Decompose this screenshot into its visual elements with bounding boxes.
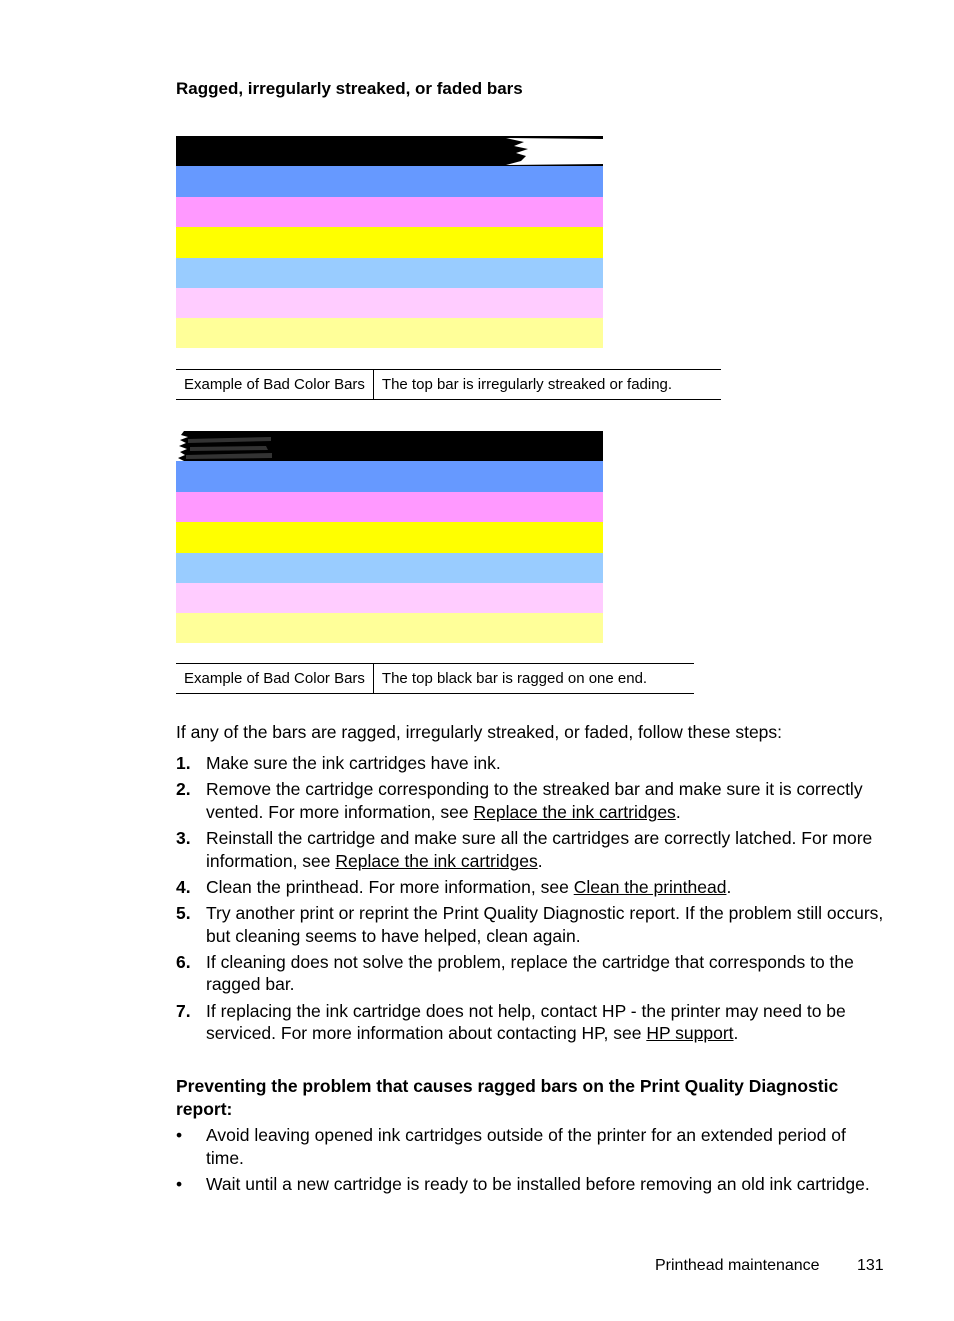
- black-bar: [176, 431, 603, 462]
- step-text: If cleaning does not solve the problem, replace the cartridge that corresponds to the ragged bar.: [206, 951, 854, 995]
- step-item: [176, 752, 886, 775]
- footer-section-name: Printhead maintenance: [655, 1257, 820, 1274]
- list-item: • Wait until a new cartridge is ready to be installed before removing an old ink cartridge.: [176, 1174, 870, 1194]
- clean-printhead-link[interactable]: Clean the printhead: [573, 876, 727, 897]
- step-number: 3.: [176, 828, 191, 849]
- step-item: [176, 827, 886, 872]
- replace-ink-cartridges-link[interactable]: Replace the ink cartridges: [473, 801, 676, 822]
- caption-description: The top black bar is ragged on one end.: [381, 670, 648, 687]
- yellow-bar: [176, 522, 603, 553]
- step-number: 7.: [176, 1000, 191, 1021]
- step-item: [176, 951, 886, 996]
- step-number: 1.: [176, 753, 191, 773]
- light-magenta-bar: [176, 583, 603, 614]
- light-magenta-bar: [176, 288, 603, 319]
- step-item: [176, 902, 886, 947]
- bullet-icon: •: [176, 1174, 183, 1194]
- step-item: [176, 876, 886, 899]
- caption-label: Example of Bad Color Bars: [176, 370, 374, 399]
- light-yellow-bar: [176, 613, 603, 643]
- yellow-bar: [176, 227, 603, 258]
- step-text: Try another print or reprint the Print Quality Diagnostic report. If the problem still occurs, but cleaning seems to have helped, clean again.: [206, 903, 884, 946]
- color-bars-figure-streaked: [176, 136, 603, 348]
- figure-caption-1: [176, 369, 721, 400]
- light-cyan-bar: [176, 553, 603, 584]
- step-text: Clean the printhead. For more information, see Clean the printhead.: [206, 876, 732, 897]
- step-item: [176, 1000, 886, 1045]
- hp-support-link[interactable]: HP support: [646, 1023, 734, 1044]
- caption-label: Example of Bad Color Bars: [176, 664, 374, 693]
- cyan-bar: [176, 461, 603, 492]
- prevention-list: [176, 1124, 886, 1200]
- black-bar: [176, 136, 603, 167]
- light-cyan-bar: [176, 258, 603, 289]
- step-number: 6.: [176, 951, 191, 972]
- step-text: Make sure the ink cartridges have ink.: [206, 753, 501, 773]
- page-number: 131: [857, 1257, 884, 1274]
- step-text: Reinstall the cartridge and make sure all the cartridges are correctly latched. For more information, see Replace the ink cartridges.: [206, 828, 873, 871]
- figure-caption-2: [176, 663, 694, 694]
- bullet-icon: •: [176, 1125, 183, 1145]
- step-item: [176, 778, 886, 823]
- prevention-heading: Preventing the problem that causes ragged bars on the Print Quality Diagnostic report:: [176, 1076, 839, 1119]
- step-number: 4.: [176, 876, 191, 897]
- step-number: 5.: [176, 903, 191, 924]
- light-yellow-bar: [176, 318, 603, 348]
- color-bars-figure-ragged: [176, 431, 603, 643]
- magenta-bar: [176, 492, 603, 523]
- magenta-bar: [176, 197, 603, 228]
- steps-intro: If any of the bars are ragged, irregularly streaked, or faded, follow these steps:: [176, 722, 783, 742]
- replace-ink-cartridges-link[interactable]: Replace the ink cartridges: [335, 850, 538, 871]
- step-number: 2.: [176, 779, 191, 800]
- caption-description: The top bar is irregularly streaked or fading.: [381, 376, 673, 393]
- steps-list: [176, 752, 886, 1049]
- streak-fade-shape: [176, 136, 603, 167]
- cyan-bar: [176, 166, 603, 197]
- section-heading: Ragged, irregularly streaked, or faded bars: [176, 79, 523, 98]
- step-text: Remove the cartridge corresponding to the streaked bar and make sure it is correctly vented. For more information, see Replace the ink cartridges.: [206, 779, 863, 822]
- ragged-edge-shape: [176, 431, 603, 462]
- list-item: • Avoid leaving opened ink cartridges outside of the printer for an extended period of time.: [176, 1125, 846, 1168]
- step-text: If replacing the ink cartridge does not help, contact HP - the printer may need to be serviced. For more information about contacting HP, see HP support.: [206, 1000, 846, 1044]
